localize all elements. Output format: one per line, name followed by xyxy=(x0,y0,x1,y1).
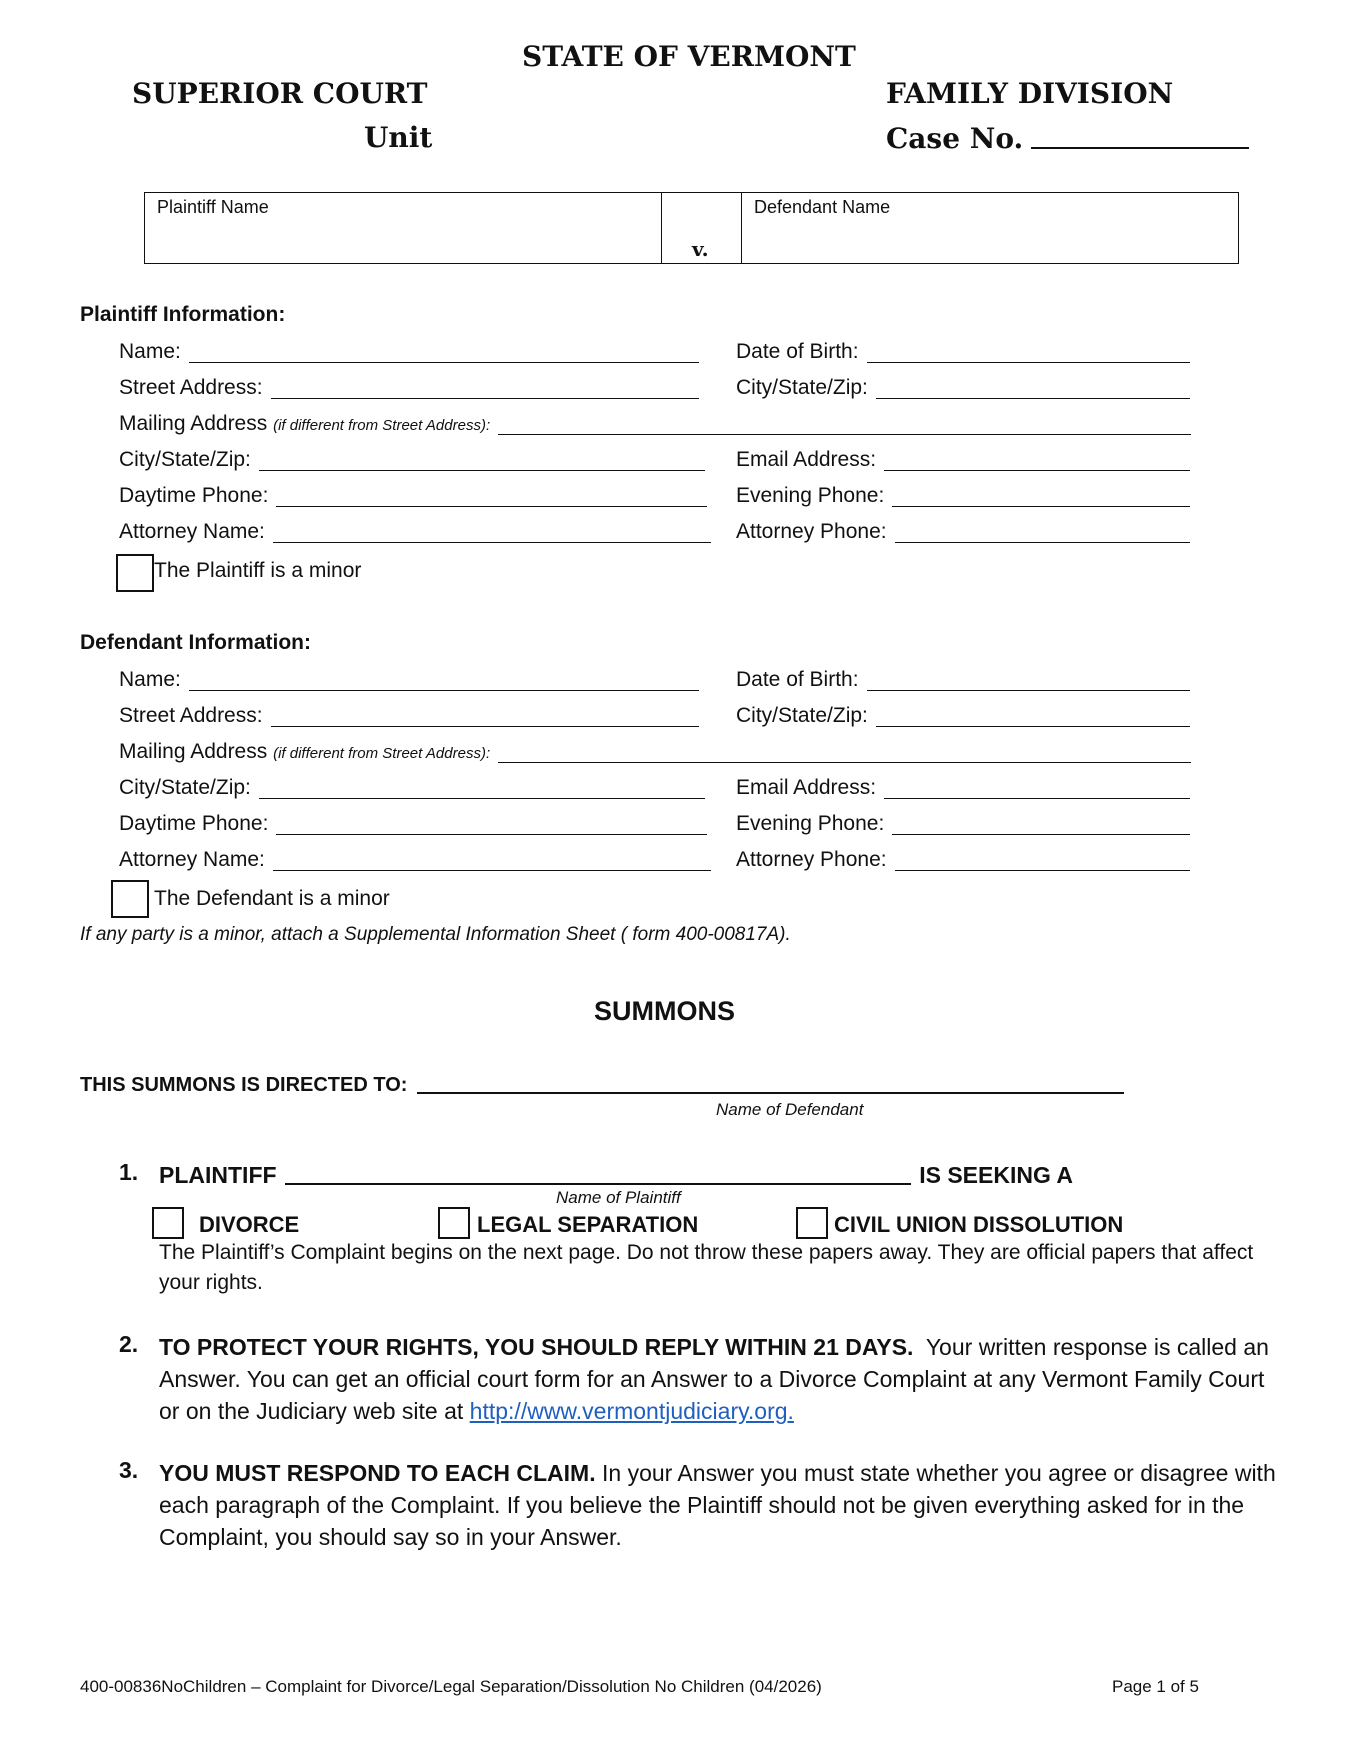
plaintiff-section-title: Plaintiff Information: xyxy=(80,303,286,326)
state-title: STATE OF VERMONT xyxy=(522,40,856,73)
footer-page-number: Page 1 of 5 xyxy=(1112,1677,1199,1696)
item3-paragraph xyxy=(159,1457,1279,1553)
plaintiff-mailing-text: Mailing Address xyxy=(119,412,268,435)
civil-union-label: CIVIL UNION DISSOLUTION xyxy=(834,1212,1124,1237)
unit-label: Unit xyxy=(364,121,433,154)
defendant-atty-name-field[interactable] xyxy=(119,844,711,876)
minor-note: If any party is a minor, attach a Supplemental Information Sheet ( form 400-00817A). xyxy=(80,924,791,945)
defendant-name-field[interactable] xyxy=(119,664,699,696)
item1-seeking-label: IS SEEKING A xyxy=(919,1162,1073,1188)
plaintiff-email-field[interactable] xyxy=(736,444,1190,476)
case-number-field[interactable] xyxy=(1031,121,1249,149)
plaintiff-city2-field[interactable] xyxy=(119,444,705,476)
legal-separation-checkbox[interactable] xyxy=(438,1207,470,1239)
plaintiff-city1-field[interactable] xyxy=(736,372,1190,404)
item3-text: In your Answer you must state whether you agree or disagree with each paragraph of the Complaint. If you believe the Plaintiff should not be given everything asked for in the Complaint, you should say so in your Answer. xyxy=(159,1460,1276,1550)
plaintiff-dob-label: Date of Birth: xyxy=(736,340,859,363)
plaintiff-atty-phone-label: Attorney Phone: xyxy=(736,520,887,543)
plaintiff-mailing-field[interactable] xyxy=(119,408,1191,440)
plaintiff-dob-field[interactable] xyxy=(736,336,1190,368)
defendant-mailing-label xyxy=(119,740,490,768)
plaintiff-atty-name-label: Attorney Name: xyxy=(119,520,265,543)
plaintiff-email-label: Email Address: xyxy=(736,448,877,471)
defendant-minor-label: The Defendant is a minor xyxy=(154,887,390,910)
item2-bold: TO PROTECT YOUR RIGHTS, YOU SHOULD REPLY WITHIN 21 DAYS. xyxy=(159,1334,914,1360)
defendant-dob-label: Date of Birth: xyxy=(736,668,859,691)
item1-text: The Plaintiff’s Complaint begins on the next page. Do not throw these papers away. They are official papers that affect your rights. xyxy=(159,1241,1254,1294)
plaintiff-eve-phone-field[interactable] xyxy=(736,480,1190,512)
plaintiff-atty-name-field[interactable] xyxy=(119,516,711,548)
defendant-dob-field[interactable] xyxy=(736,664,1190,696)
defendant-eve-phone-field[interactable] xyxy=(736,808,1190,840)
plaintiff-city1-label: City/State/Zip: xyxy=(736,376,868,399)
defendant-eve-phone-label: Evening Phone: xyxy=(736,812,885,835)
item1-plaintiff-field[interactable] xyxy=(285,1159,912,1185)
plaintiff-day-phone-label: Daytime Phone: xyxy=(119,484,269,507)
defendant-mailing-text: Mailing Address xyxy=(119,740,268,763)
defendant-name-box[interactable] xyxy=(741,192,1239,264)
plaintiff-name-box[interactable] xyxy=(144,192,662,264)
item1-plaintiff-label: PLAINTIFF xyxy=(159,1162,277,1188)
divorce-checkbox[interactable] xyxy=(152,1207,184,1239)
legal-separation-label: LEGAL SEPARATION xyxy=(477,1212,699,1237)
item3-number: 3. xyxy=(119,1457,139,1483)
defendant-name-field-label: Name: xyxy=(119,668,181,691)
plaintiff-name-field[interactable] xyxy=(119,336,699,368)
plaintiff-mailing-note: (if different from Street Address): xyxy=(273,417,491,434)
footer-form-id: 400-00836NoChildren – Complaint for Divorce/Legal Separation/Dissolution No Children (04/2026) xyxy=(80,1677,822,1696)
item3-bold: YOU MUST RESPOND TO EACH CLAIM. xyxy=(159,1460,596,1486)
plaintiff-eve-phone-label: Evening Phone: xyxy=(736,484,885,507)
item2-text: Your written response is called an Answer. You can get an official court form for an Answer to a Divorce Complaint at any Vermont Family Court or on the Judiciary web site at xyxy=(159,1334,1269,1424)
division-title: FAMILY DIVISION xyxy=(886,77,1174,110)
defendant-day-phone-label: Daytime Phone: xyxy=(119,812,269,835)
defendant-street-label: Street Address: xyxy=(119,704,263,727)
directed-to-row xyxy=(80,1070,1124,1097)
directed-to-label: THIS SUMMONS IS DIRECTED TO: xyxy=(80,1074,408,1096)
item2-paragraph xyxy=(159,1331,1279,1427)
defendant-email-field[interactable] xyxy=(736,772,1190,804)
plaintiff-minor-checkbox[interactable] xyxy=(116,554,154,592)
name-of-defendant-caption: Name of Defendant xyxy=(716,1100,864,1119)
defendant-city2-field[interactable] xyxy=(119,772,705,804)
defendant-atty-phone-label: Attorney Phone: xyxy=(736,848,887,871)
civil-union-checkbox[interactable] xyxy=(796,1207,828,1239)
item2-number: 2. xyxy=(119,1331,139,1357)
plaintiff-name-field-label: Name: xyxy=(119,340,181,363)
plaintiff-minor-label: The Plaintiff is a minor xyxy=(154,559,362,582)
defendant-mailing-note: (if different from Street Address): xyxy=(273,745,491,762)
court-title: SUPERIOR COURT xyxy=(132,77,428,110)
plaintiff-city2-label: City/State/Zip: xyxy=(119,448,251,471)
versus-box xyxy=(661,192,742,264)
defendant-section-title: Defendant Information: xyxy=(80,631,311,654)
defendant-day-phone-field[interactable] xyxy=(119,808,707,840)
summons-title: SUMMONS xyxy=(594,996,735,1026)
judiciary-link[interactable]: http://www.vermontjudiciary.org. xyxy=(469,1398,794,1424)
plaintiff-atty-phone-field[interactable] xyxy=(736,516,1190,548)
defendant-city1-label: City/State/Zip: xyxy=(736,704,868,727)
plaintiff-day-phone-field[interactable] xyxy=(119,480,707,512)
plaintiff-mailing-label xyxy=(119,412,490,440)
directed-to-field[interactable] xyxy=(417,1070,1124,1094)
item1-number: 1. xyxy=(119,1159,139,1185)
item1-row xyxy=(159,1159,1073,1189)
defendant-street-field[interactable] xyxy=(119,700,699,732)
defendant-email-label: Email Address: xyxy=(736,776,877,799)
case-number xyxy=(886,121,1249,155)
divorce-label: DIVORCE xyxy=(199,1212,300,1237)
defendant-minor-checkbox[interactable] xyxy=(111,880,149,918)
defendant-atty-name-label: Attorney Name: xyxy=(119,848,265,871)
defendant-name-label: Defendant Name xyxy=(754,197,891,217)
plaintiff-name-label: Plaintiff Name xyxy=(157,197,269,217)
case-number-label: Case No. xyxy=(886,122,1024,155)
defendant-mailing-field[interactable] xyxy=(119,736,1191,768)
name-of-plaintiff-caption: Name of Plaintiff xyxy=(556,1188,681,1207)
plaintiff-street-label: Street Address: xyxy=(119,376,263,399)
defendant-atty-phone-field[interactable] xyxy=(736,844,1190,876)
defendant-city1-field[interactable] xyxy=(736,700,1190,732)
plaintiff-street-field[interactable] xyxy=(119,372,699,404)
defendant-city2-label: City/State/Zip: xyxy=(119,776,251,799)
versus-text: v. xyxy=(692,237,709,261)
